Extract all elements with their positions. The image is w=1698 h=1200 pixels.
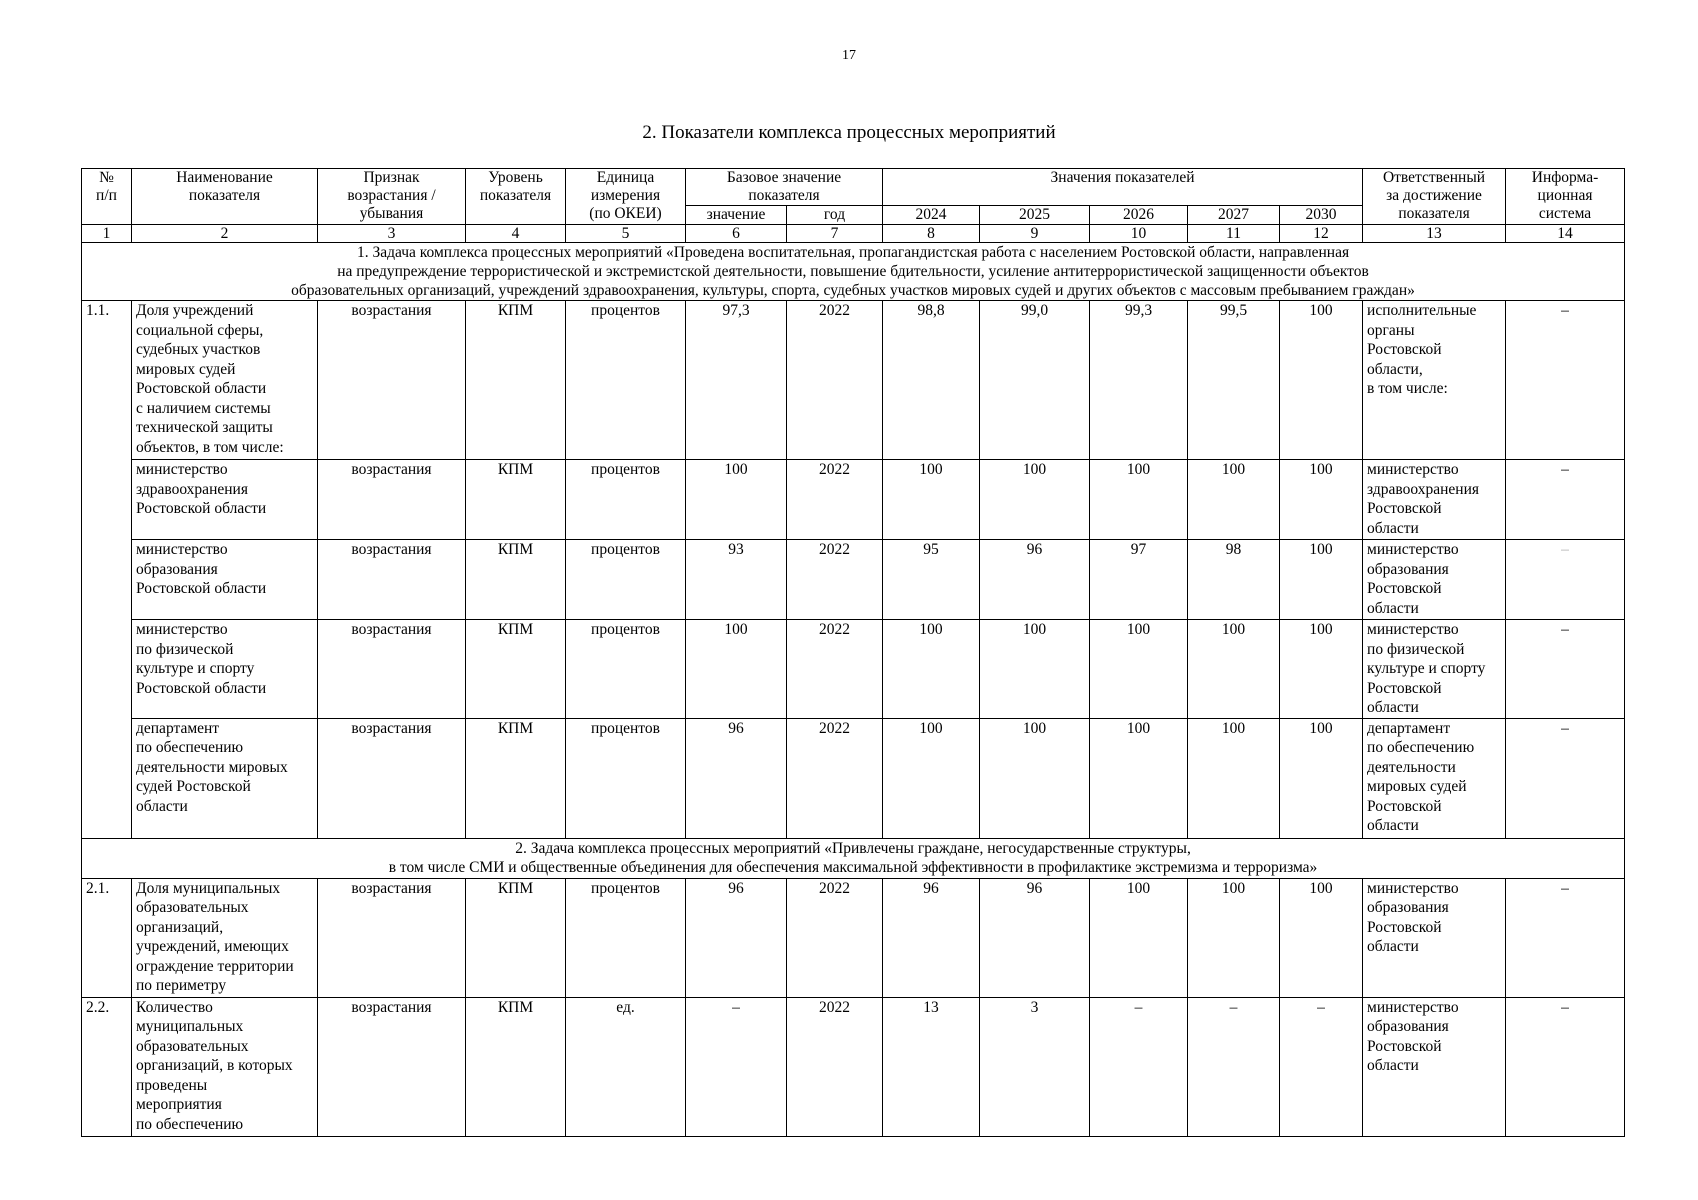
- level-cell: КПМ: [466, 878, 566, 997]
- base-value-cell: 93: [686, 540, 787, 620]
- value-2030-cell: 100: [1280, 878, 1363, 997]
- unit-cell: процентов: [566, 540, 686, 620]
- table-row: [82, 460, 1625, 540]
- value-2024-cell: 100: [883, 718, 980, 838]
- value-2030-cell: 100: [1280, 620, 1363, 719]
- row-number: 2.1.: [82, 878, 132, 997]
- table-row: [82, 997, 1625, 1136]
- value-2025-cell: 96: [980, 540, 1090, 620]
- value-2025-cell: 100: [980, 460, 1090, 540]
- column-numbers-row: [82, 225, 1625, 243]
- base-year-cell: 2022: [787, 460, 883, 540]
- header-values: Значения показателей: [883, 169, 1363, 206]
- column-number: 11: [1188, 225, 1280, 243]
- unit-cell: ед.: [566, 997, 686, 1136]
- table-row: [82, 301, 1625, 460]
- task-row-1: [82, 243, 1625, 301]
- responsible-cell: министерство образования Ростовской области: [1363, 540, 1506, 620]
- sign-cell: возрастания: [318, 620, 466, 719]
- column-number: 1: [82, 225, 132, 243]
- column-number: 3: [318, 225, 466, 243]
- sign-cell: возрастания: [318, 301, 466, 460]
- value-2026-cell: 100: [1090, 460, 1188, 540]
- unit-cell: процентов: [566, 460, 686, 540]
- base-value-cell: 96: [686, 718, 787, 838]
- page-number: 17: [842, 48, 856, 63]
- info-system-cell: –: [1506, 301, 1625, 460]
- header-row: [82, 169, 1625, 206]
- info-system-cell: –: [1506, 460, 1625, 540]
- base-year-cell: 2022: [787, 718, 883, 838]
- table-row: [82, 718, 1625, 838]
- value-2027-cell: 100: [1188, 878, 1280, 997]
- value-2030-cell: 100: [1280, 460, 1363, 540]
- unit-cell: процентов: [566, 620, 686, 719]
- info-system-cell: –: [1506, 997, 1625, 1136]
- level-cell: КПМ: [466, 997, 566, 1136]
- header-num: № п/п: [82, 169, 132, 225]
- level-cell: КПМ: [466, 540, 566, 620]
- level-cell: КПМ: [466, 460, 566, 540]
- header-base-value: значение: [686, 206, 787, 225]
- base-value-cell: –: [686, 997, 787, 1136]
- base-value-cell: 97,3: [686, 301, 787, 460]
- value-2024-cell: 95: [883, 540, 980, 620]
- responsible-cell: министерство по физической культуре и спорту Ростовской области: [1363, 620, 1506, 719]
- base-year-cell: 2022: [787, 878, 883, 997]
- header-base-year: год: [787, 206, 883, 225]
- table-row: [82, 620, 1625, 719]
- row-number: 1.1.: [82, 301, 132, 839]
- value-2027-cell: 100: [1188, 718, 1280, 838]
- value-2027-cell: –: [1188, 997, 1280, 1136]
- responsible-cell: исполнительные органы Ростовской области, в том числе:: [1363, 301, 1506, 460]
- column-number: 9: [980, 225, 1090, 243]
- column-number: 10: [1090, 225, 1188, 243]
- column-number: 12: [1280, 225, 1363, 243]
- row-number: 2.2.: [82, 997, 132, 1136]
- sign-cell: возрастания: [318, 878, 466, 997]
- value-2026-cell: 97: [1090, 540, 1188, 620]
- value-2030-cell: –: [1280, 997, 1363, 1136]
- column-number: 4: [466, 225, 566, 243]
- unit-cell: процентов: [566, 301, 686, 460]
- level-cell: КПМ: [466, 718, 566, 838]
- value-2026-cell: 99,3: [1090, 301, 1188, 460]
- value-2027-cell: 99,5: [1188, 301, 1280, 460]
- value-2024-cell: 100: [883, 620, 980, 719]
- info-system-cell: –: [1506, 540, 1625, 620]
- column-number: 6: [686, 225, 787, 243]
- indicator-name: департамент по обеспечению деятельности мировых судей Ростовской области: [132, 718, 318, 838]
- indicator-name: Доля учреждений социальной сферы, судебных участков мировых судей Ростовской области с наличием системы технической защиты объектов, в том числе:: [132, 301, 318, 460]
- header-responsible: Ответственный за достижение показателя: [1363, 169, 1506, 225]
- value-2030-cell: 100: [1280, 301, 1363, 460]
- base-value-cell: 100: [686, 460, 787, 540]
- header-year-2024: 2024: [883, 206, 980, 225]
- base-year-cell: 2022: [787, 540, 883, 620]
- value-2027-cell: 100: [1188, 620, 1280, 719]
- header-year-2027: 2027: [1188, 206, 1280, 225]
- value-2025-cell: 96: [980, 878, 1090, 997]
- indicator-name: Доля муниципальных образовательных организаций, учреждений, имеющих ограждение территории по периметру: [132, 878, 318, 997]
- value-2024-cell: 98,8: [883, 301, 980, 460]
- task-2-text: 2. Задача комплекса процессных мероприятий «Привлечены граждане, негосударственные структуры, в том числе СМИ и общественные объединения для обеспечения максимальной эффективности в профилактике экстремизма и терроризма»: [82, 838, 1625, 878]
- info-system-cell: –: [1506, 718, 1625, 838]
- level-cell: КПМ: [466, 301, 566, 460]
- value-2025-cell: 3: [980, 997, 1090, 1136]
- column-number: 8: [883, 225, 980, 243]
- base-value-cell: 96: [686, 878, 787, 997]
- value-2026-cell: 100: [1090, 878, 1188, 997]
- responsible-cell: министерство здравоохранения Ростовской области: [1363, 460, 1506, 540]
- sign-cell: возрастания: [318, 540, 466, 620]
- column-number: 7: [787, 225, 883, 243]
- value-2030-cell: 100: [1280, 718, 1363, 838]
- header-unit: Единица измерения (по ОКЕИ): [566, 169, 686, 225]
- sign-cell: возрастания: [318, 460, 466, 540]
- value-2024-cell: 100: [883, 460, 980, 540]
- header-sign: Признак возрастания / убывания: [318, 169, 466, 225]
- value-2030-cell: 100: [1280, 540, 1363, 620]
- task-row-2: [82, 838, 1625, 878]
- value-2026-cell: 100: [1090, 620, 1188, 719]
- value-2025-cell: 100: [980, 620, 1090, 719]
- value-2025-cell: 99,0: [980, 301, 1090, 460]
- header-level: Уровень показателя: [466, 169, 566, 225]
- info-system-cell: –: [1506, 620, 1625, 719]
- indicator-name: министерство здравоохранения Ростовской области: [132, 460, 318, 540]
- column-number: 14: [1506, 225, 1625, 243]
- unit-cell: процентов: [566, 718, 686, 838]
- value-2026-cell: 100: [1090, 718, 1188, 838]
- column-number: 5: [566, 225, 686, 243]
- header-name: Наименование показателя: [132, 169, 318, 225]
- base-year-cell: 2022: [787, 301, 883, 460]
- base-year-cell: 2022: [787, 620, 883, 719]
- value-2027-cell: 98: [1188, 540, 1280, 620]
- header-year-2025: 2025: [980, 206, 1090, 225]
- indicator-name: министерство образования Ростовской области: [132, 540, 318, 620]
- column-number: 2: [132, 225, 318, 243]
- task-1-text: 1. Задача комплекса процессных мероприятий «Проведена воспитательная, пропагандистская работа с населением Ростовской области, направленная на предупреждение террористической и экстремистской деятельности, повышение бдительности, усиление антитеррористической защищенности объектов образовательных организаций, учреждений здравоохранения, культуры, спорта, судебных участков мировых судей и других объектов с массовым пребыванием граждан»: [82, 243, 1625, 301]
- header-base: Базовое значение показателя: [686, 169, 883, 206]
- base-value-cell: 100: [686, 620, 787, 719]
- value-2027-cell: 100: [1188, 460, 1280, 540]
- column-number: 13: [1363, 225, 1506, 243]
- page-title: 2. Показатели комплекса процессных мероприятий: [642, 122, 1056, 143]
- value-2024-cell: 13: [883, 997, 980, 1136]
- header-info-system: Информа- ционная система: [1506, 169, 1625, 225]
- header-year-2030: 2030: [1280, 206, 1363, 225]
- level-cell: КПМ: [466, 620, 566, 719]
- value-2024-cell: 96: [883, 878, 980, 997]
- sign-cell: возрастания: [318, 997, 466, 1136]
- unit-cell: процентов: [566, 878, 686, 997]
- header-year-2026: 2026: [1090, 206, 1188, 225]
- table-row: [82, 878, 1625, 997]
- value-2025-cell: 100: [980, 718, 1090, 838]
- info-system-cell: –: [1506, 878, 1625, 997]
- table-row: [82, 540, 1625, 620]
- responsible-cell: департамент по обеспечению деятельности мировых судей Ростовской области: [1363, 718, 1506, 838]
- sign-cell: возрастания: [318, 718, 466, 838]
- indicator-name: Количество муниципальных образовательных организаций, в которых проведены мероприятия по обеспечению: [132, 997, 318, 1136]
- indicator-name: министерство по физической культуре и спорту Ростовской области: [132, 620, 318, 719]
- responsible-cell: министерство образования Ростовской области: [1363, 997, 1506, 1136]
- base-year-cell: 2022: [787, 997, 883, 1136]
- value-2026-cell: –: [1090, 997, 1188, 1136]
- responsible-cell: министерство образования Ростовской области: [1363, 878, 1506, 997]
- indicators-table: [81, 168, 1625, 1137]
